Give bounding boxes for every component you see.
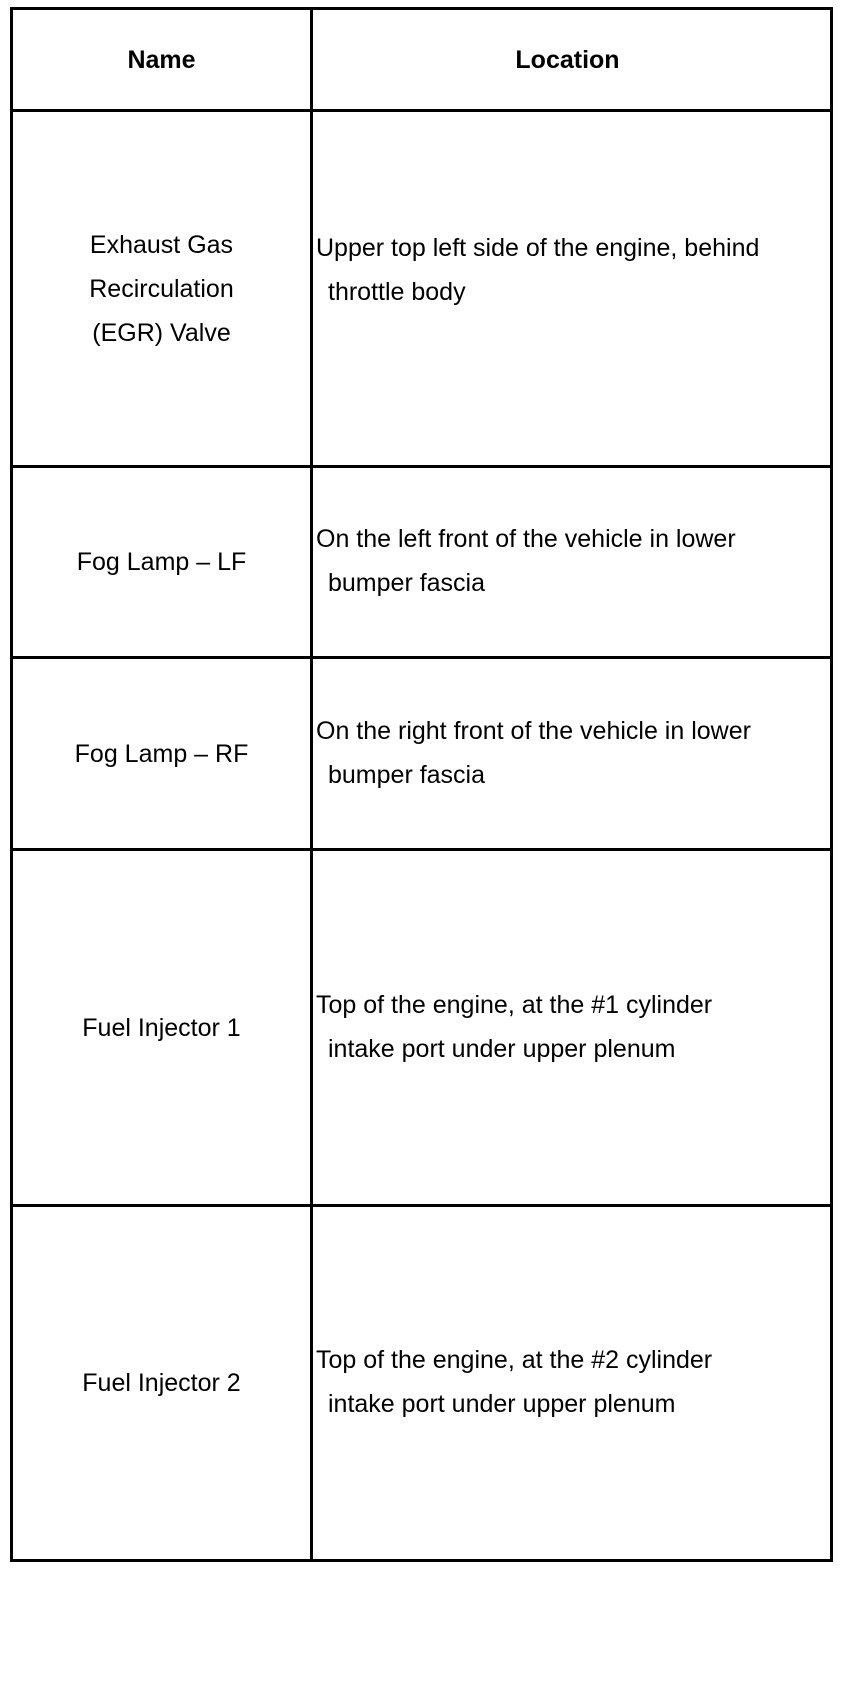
row-name-egr-valve: Exhaust Gas Recirculation (EGR) Valve [89, 230, 234, 347]
header-name: Name [13, 10, 313, 109]
cell-location [313, 659, 830, 848]
table-header-row [13, 10, 830, 112]
table-row [13, 1207, 830, 1559]
table-row [13, 851, 830, 1207]
table-row [13, 468, 830, 659]
cell-name [13, 659, 313, 848]
table-row [13, 659, 830, 851]
cell-location [313, 468, 830, 656]
row-location-line2: intake port under upper plenum [328, 1390, 676, 1418]
row-location-line1: Top of the engine, at the #1 cylinder [316, 990, 713, 1019]
cell-name [13, 1207, 313, 1559]
table-row [13, 112, 830, 468]
row-location-line1: Upper top left side of the engine, behind [316, 233, 760, 262]
row-name-fog-lamp-lf: Fog Lamp – LF [76, 548, 247, 576]
cell-name [13, 112, 313, 465]
row-name-fuel-injector-2: Fuel Injector 2 [82, 1369, 241, 1397]
component-location-table [10, 7, 833, 1562]
row-location-line1: Top of the engine, at the #2 cylinder [316, 1346, 713, 1374]
row-name-fuel-injector-1: Fuel Injector 1 [82, 1013, 241, 1042]
row-location-line2: intake port under upper plenum [328, 1034, 676, 1063]
header-location: Location [515, 45, 620, 74]
cell-location [313, 112, 830, 465]
row-location-line2: throttle body [328, 277, 466, 306]
cell-name [13, 851, 313, 1204]
row-location-line2: bumper fascia [328, 569, 486, 597]
row-location-line1: On the left front of the vehicle in lower [316, 525, 736, 553]
row-location-line2: bumper fascia [328, 760, 486, 789]
row-name-fog-lamp-rf: Fog Lamp – RF [74, 739, 249, 768]
cell-name [13, 468, 313, 656]
row-location-line1: On the right front of the vehicle in lower [316, 716, 751, 745]
cell-location [313, 851, 830, 1204]
cell-location [313, 1207, 830, 1559]
